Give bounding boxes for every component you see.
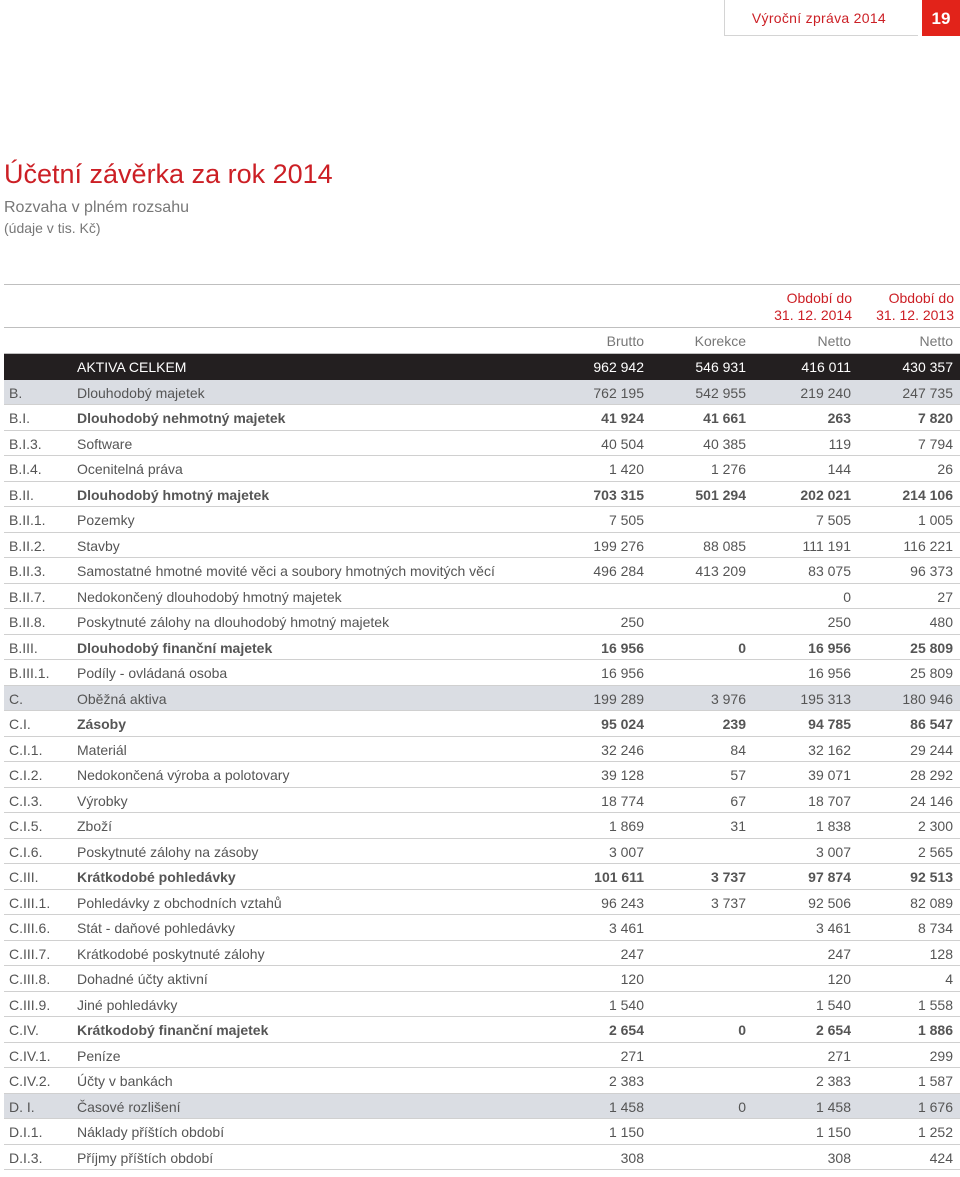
cell-netto: 1 458 [815,1098,851,1115]
cell-brutto: 3 461 [608,920,644,936]
row-label: AKTIVA CELKEM [77,359,187,375]
row-label: Ocenitelná práva [77,461,183,477]
cell-netto: 271 [827,1047,851,1064]
cell-netto-prev: 2 300 [917,818,953,834]
row-code: B.II.1. [9,512,46,528]
cell-netto: 3 461 [815,920,851,936]
row-code: C.I. [9,716,31,732]
cell-netto-prev: 7 820 [917,410,953,426]
column-header-netto-prev: Netto [919,333,953,349]
cell-netto: 16 956 [808,665,851,681]
row-code: C.IV.1. [9,1047,51,1064]
cell-netto: 32 162 [808,741,851,758]
cell-netto: 120 [827,971,851,987]
page-number: 19 [922,0,960,36]
cell-brutto: 199 276 [593,537,644,554]
cell-netto: 18 707 [808,792,851,809]
row-code: C.III. [9,869,39,885]
row-label: Nedokončená výroba a polotovary [77,767,290,783]
row-code: C.I.1. [9,741,43,758]
cell-netto-prev: 1 676 [917,1098,953,1115]
cell-korekce: 0 [738,1098,746,1115]
row-code: C. [9,690,23,707]
row-label: Peníze [77,1047,121,1064]
cell-korekce: 57 [730,767,746,783]
cell-netto: 2 383 [815,1073,851,1089]
table-row [4,533,960,559]
cell-brutto: 271 [620,1047,644,1064]
cell-brutto: 39 128 [601,767,644,783]
cell-korekce: 239 [722,716,746,732]
cell-netto-prev: 1 886 [917,1022,953,1038]
cell-netto-prev: 180 946 [902,690,953,707]
row-label: Dlouhodobý majetek [77,384,205,401]
cell-netto: 247 [827,945,851,962]
cell-korekce: 88 085 [703,537,746,554]
row-code: C.III.7. [9,945,51,962]
table-row [4,354,960,380]
row-label: Zboží [77,818,113,834]
row-label: Krátkodobé pohledávky [77,869,236,885]
row-label: Výrobky [77,792,128,809]
cell-netto: 0 [843,588,851,605]
cell-brutto: 1 150 [608,1124,644,1140]
cell-brutto: 2 654 [608,1022,644,1038]
row-code: B.I.3. [9,435,42,452]
cell-netto: 195 313 [800,690,851,707]
row-code: D.I.1. [9,1124,43,1140]
table-row [4,635,960,661]
page-subtitle: Rozvaha v plném rozsahu [4,199,189,216]
cell-brutto: 1 420 [608,461,644,477]
cell-brutto: 41 924 [601,410,644,426]
cell-brutto: 32 246 [601,741,644,758]
row-code: C.III.1. [9,894,51,911]
column-header-brutto: Brutto [606,333,644,349]
cell-netto: 2 654 [815,1022,851,1038]
table-row [4,966,960,992]
report-title: Výroční zpráva 2014 [751,10,886,26]
row-label: Nedokončený dlouhodobý hmotný majetek [77,588,342,605]
cell-brutto: 16 956 [601,665,644,681]
cell-brutto: 96 243 [601,894,644,911]
cell-korekce: 0 [738,1022,746,1038]
cell-netto-prev: 26 [937,461,953,477]
cell-netto-prev: 8 734 [917,920,953,936]
cell-brutto: 2 383 [608,1073,644,1089]
row-label: Poskytnuté zálohy na zásoby [77,843,259,860]
table-row [4,992,960,1018]
table-row [4,660,960,686]
table-row [4,482,960,508]
row-code: C.III.6. [9,920,51,936]
report-header [724,0,918,36]
cell-netto-prev: 4 [945,971,953,987]
table-row [4,1094,960,1120]
cell-netto: 16 956 [808,639,851,656]
table-row [4,941,960,967]
row-code: C.I.2. [9,767,43,783]
table-row [4,1043,960,1069]
cell-netto: 83 075 [808,563,851,579]
cell-brutto: 199 289 [593,690,644,707]
cell-korekce: 40 385 [703,435,746,452]
column-header-korekce: Korekce [694,333,746,349]
cell-netto: 1 540 [815,996,851,1013]
cell-netto: 97 874 [808,869,851,885]
cell-brutto: 95 024 [601,716,644,732]
table-row [4,507,960,533]
cell-korekce: 31 [730,818,746,834]
row-code: D.I.3. [9,1149,43,1166]
cell-brutto: 962 942 [593,359,644,375]
row-label: Pozemky [77,512,135,528]
cell-brutto: 762 195 [593,384,644,401]
row-code: C.I.3. [9,792,43,809]
cell-brutto: 1 869 [608,818,644,834]
row-label: Dlouhodobý hmotný majetek [77,486,270,503]
row-label: Samostatné hmotné movité věci a soubory hmotných movitých věcí [77,563,495,579]
cell-netto-prev: 29 244 [910,741,953,758]
row-code: B.I. [9,410,31,426]
cell-netto-prev: 86 547 [910,716,953,732]
table-row [4,686,960,712]
cell-netto: 308 [827,1149,851,1166]
cell-brutto: 16 956 [601,639,644,656]
column-header-netto: Netto [817,333,851,349]
row-label: Zásoby [77,716,127,732]
period-previous [876,290,954,324]
row-label: Účty v bankách [77,1073,173,1089]
table-row [4,405,960,431]
cell-brutto: 120 [620,971,644,987]
cell-netto-prev: 1 587 [917,1073,953,1089]
table-body [4,354,960,1170]
cell-netto: 144 [827,461,851,477]
row-label: Pohledávky z obchodních vztahů [77,894,282,911]
cell-korekce: 41 661 [703,410,746,426]
cell-netto: 202 021 [800,486,851,503]
row-label: Podíly - ovládaná osoba [77,665,228,681]
cell-netto-prev: 128 [929,945,953,962]
cell-brutto: 1 458 [608,1098,644,1115]
row-code: B. [9,384,23,401]
cell-netto: 111 191 [802,537,851,554]
table-row [4,711,960,737]
table-row [4,1068,960,1094]
row-code: C.III.9. [9,996,51,1013]
page-title: Účetní závěrka za rok 2014 [4,159,333,189]
table-row [4,839,960,865]
row-label: Stavby [77,537,120,554]
row-label: Software [77,435,133,452]
row-label: Dlouhodobý nehmotný majetek [77,410,286,426]
row-code: B.II. [9,486,34,503]
table-row [4,1119,960,1145]
cell-brutto: 40 504 [601,435,644,452]
cell-brutto: 1 540 [608,996,644,1013]
cell-brutto: 308 [620,1149,644,1166]
cell-netto-prev: 116 221 [903,537,953,554]
row-label: Příjmy příštích období [77,1149,214,1166]
cell-netto-prev: 430 357 [902,359,953,375]
row-code: B.III.1. [9,665,50,681]
cell-korekce: 1 276 [710,461,746,477]
row-code: C.III.8. [9,971,51,987]
cell-brutto: 703 315 [593,486,644,503]
cell-netto: 94 785 [808,716,851,732]
table-row [4,1017,960,1043]
balance-sheet-table [4,285,960,1170]
cell-netto: 263 [827,410,851,426]
row-label: Krátkodobý finanční majetek [77,1022,269,1038]
table-row [4,788,960,814]
cell-netto: 416 011 [801,359,851,375]
row-code: B.III. [9,639,38,656]
cell-netto: 1 838 [815,818,851,834]
cell-netto-prev: 28 292 [910,767,953,783]
cell-korekce: 3 976 [710,690,746,707]
cell-netto-prev: 27 [937,588,953,605]
table-row [4,558,960,584]
cell-netto: 119 [828,435,851,452]
cell-netto-prev: 247 735 [902,384,953,401]
table-row [4,813,960,839]
cell-korekce: 501 294 [695,486,746,503]
cell-brutto: 250 [620,614,644,630]
row-label: Poskytnuté zálohy na dlouhodobý hmotný majetek [77,614,390,630]
column-header-row [4,328,960,354]
cell-korekce: 546 931 [695,359,746,375]
row-code: C.IV. [9,1022,39,1038]
table-row [4,737,960,763]
cell-netto: 3 007 [815,843,851,860]
period-current-line2: 31. 12. 2014 [774,307,852,323]
row-code: B.II.8. [9,614,46,630]
row-code: B.II.7. [9,588,46,605]
table-row [4,380,960,406]
cell-netto-prev: 82 089 [910,894,953,911]
period-previous-line2: 31. 12. 2013 [876,307,954,323]
table-row [4,431,960,457]
cell-brutto: 101 611 [594,869,644,885]
cell-netto-prev: 24 146 [910,792,953,809]
cell-korekce: 413 209 [695,563,746,579]
cell-netto: 1 150 [815,1124,851,1140]
cell-netto-prev: 214 106 [902,486,953,503]
row-code: B.II.2. [9,537,46,554]
table-row [4,864,960,890]
row-label: Dlouhodobý finanční majetek [77,639,273,656]
period-current [774,290,852,324]
units-note: (údaje v tis. Kč) [4,220,101,236]
cell-korekce: 542 955 [695,384,746,401]
cell-netto-prev: 480 [929,614,953,630]
cell-korekce: 0 [738,639,746,656]
row-code: B.II.3. [9,563,46,579]
cell-korekce: 3 737 [710,869,746,885]
cell-netto-prev: 1 252 [917,1124,953,1140]
table-row [4,890,960,916]
cell-korekce: 67 [730,792,746,809]
row-label: Stát - daňové pohledávky [77,920,235,936]
cell-netto-prev: 92 513 [910,869,953,885]
table-row [4,1145,960,1171]
cell-netto-prev: 96 373 [910,563,953,579]
row-code: C.I.5. [9,818,43,834]
cell-brutto: 7 505 [608,512,644,528]
cell-netto-prev: 2 565 [917,843,953,860]
cell-netto-prev: 25 809 [910,639,953,656]
table-row [4,584,960,610]
cell-netto-prev: 1 558 [917,996,953,1013]
row-code: B.I.4. [9,461,42,477]
row-code: D. I. [9,1098,35,1115]
table-row [4,609,960,635]
cell-netto-prev: 1 005 [917,512,953,528]
table-row [4,762,960,788]
table-row [4,915,960,941]
cell-netto: 250 [827,614,851,630]
cell-brutto: 247 [620,945,644,962]
row-label: Časové rozlišení [77,1098,181,1115]
row-code: C.IV.2. [9,1073,51,1089]
cell-brutto: 3 007 [608,843,644,860]
cell-netto-prev: 299 [929,1047,953,1064]
cell-netto-prev: 424 [929,1149,953,1166]
cell-netto: 92 506 [808,894,851,911]
table-row [4,456,960,482]
cell-korekce: 3 737 [710,894,746,911]
row-label: Krátkodobé poskytnuté zálohy [77,945,265,962]
cell-brutto: 18 774 [601,792,644,809]
cell-netto: 7 505 [815,512,851,528]
cell-netto: 219 240 [800,384,851,401]
row-code: C.I.6. [9,843,43,860]
period-header-row [4,285,960,328]
period-previous-line1: Období do [888,290,954,306]
row-label: Oběžná aktiva [77,690,167,707]
row-label: Jiné pohledávky [77,996,178,1013]
row-label: Dohadné účty aktivní [77,971,208,987]
row-label: Náklady příštích období [77,1124,225,1140]
cell-netto-prev: 25 809 [910,665,953,681]
cell-netto: 39 071 [808,767,851,783]
cell-korekce: 84 [730,741,746,758]
period-current-line1: Období do [786,290,852,306]
cell-brutto: 496 284 [593,563,644,579]
cell-netto-prev: 7 794 [917,435,953,452]
row-label: Materiál [77,741,127,758]
